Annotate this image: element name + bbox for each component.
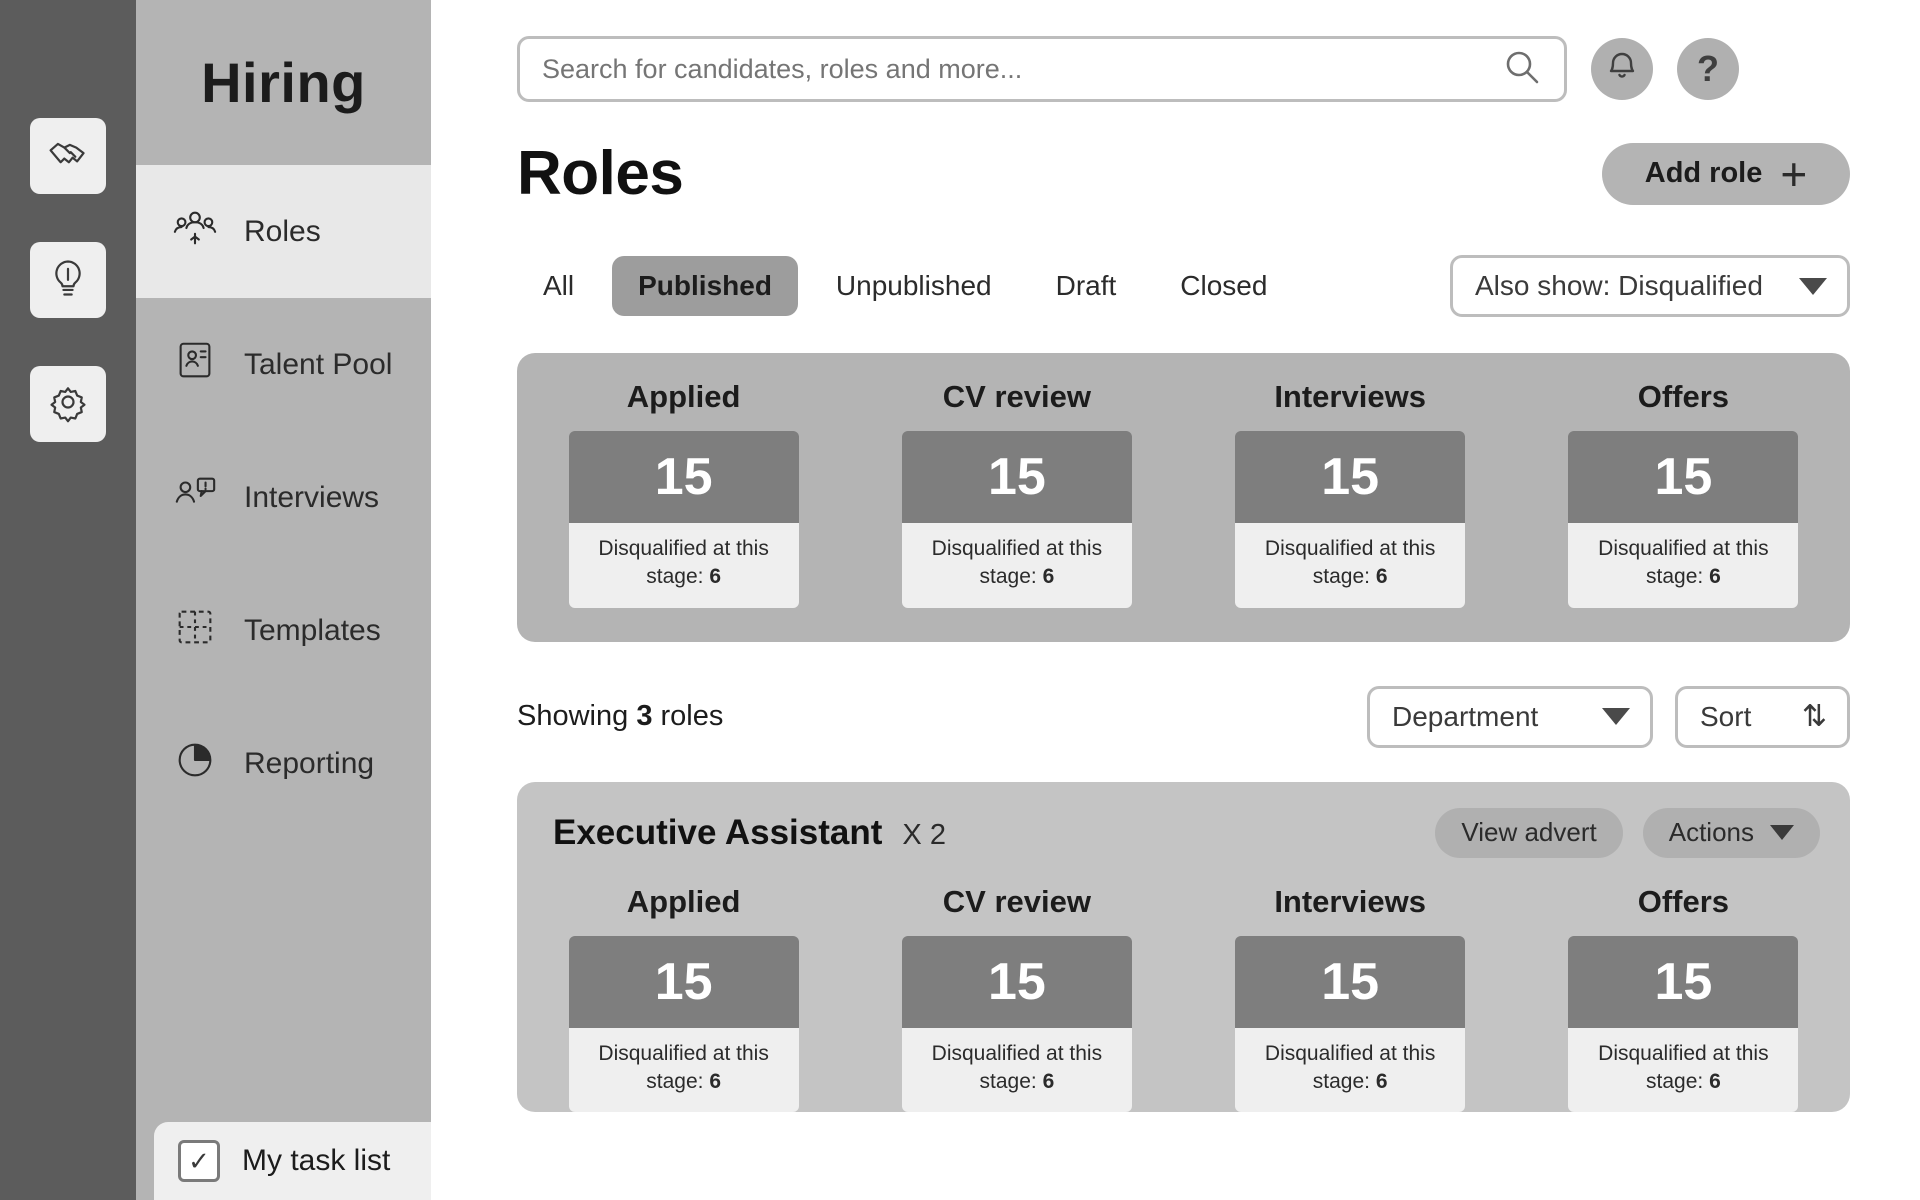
listing-filters xyxy=(1367,686,1850,748)
handshake-icon xyxy=(46,132,90,181)
tab-draft[interactable]: Draft xyxy=(1055,270,1117,301)
stage-disqualified xyxy=(1568,523,1798,608)
sidebar-item-interviews[interactable] xyxy=(136,431,431,564)
sidebar-item-reporting[interactable] xyxy=(136,697,431,830)
summary-stage-offers xyxy=(1568,379,1798,608)
stage-name: CV review xyxy=(942,883,1091,919)
stage-dq-count: 6 xyxy=(709,565,721,589)
add-role-button[interactable] xyxy=(1602,143,1850,205)
role-stage-cv-review xyxy=(902,884,1132,1113)
role-card-actions xyxy=(1435,808,1820,858)
sidebar-item-templates[interactable] xyxy=(136,564,431,697)
role-title-group xyxy=(553,813,946,853)
stage-dq-label: Disqualified at this stage: xyxy=(1264,1041,1436,1094)
department-label: Department xyxy=(1392,700,1539,732)
stage-dq-count: 6 xyxy=(1375,565,1388,589)
page-header xyxy=(431,102,1920,209)
contact-card-icon xyxy=(172,338,218,392)
stage-dq-label: Disqualified at this stage: xyxy=(598,1041,769,1094)
stage-dq-label: Disqualified at this stage: xyxy=(1264,537,1436,589)
also-show-select[interactable] xyxy=(1450,255,1850,317)
stage-dq-label: Disqualified at this stage: xyxy=(1598,537,1769,589)
showing-suffix: roles xyxy=(660,700,724,733)
gear-icon xyxy=(46,380,90,429)
lightbulb-icon xyxy=(46,256,90,305)
stage-disqualified xyxy=(569,1028,799,1113)
stage-dq-label: Disqualified at this stage: xyxy=(931,1041,1103,1094)
stage-dq-label: Disqualified at this stage: xyxy=(1598,1041,1769,1094)
help-button[interactable] xyxy=(1677,38,1739,100)
summary-panel xyxy=(517,353,1850,642)
role-stage-interviews xyxy=(1235,884,1465,1113)
filter-bar xyxy=(431,209,1920,317)
also-show-label: Also show: Disqualified xyxy=(1475,270,1763,301)
search-icon[interactable] xyxy=(1502,47,1542,92)
plus-icon: + xyxy=(1780,147,1808,200)
chevron-down-icon xyxy=(1799,278,1827,295)
dashed-square-icon xyxy=(172,604,218,658)
tab-published[interactable]: Published xyxy=(612,256,798,316)
stage-disqualified xyxy=(902,1028,1132,1113)
search-input[interactable] xyxy=(542,54,1502,85)
stage-dq-count: 6 xyxy=(1042,565,1055,589)
stage-name: Offers xyxy=(1637,883,1730,919)
role-stage-row xyxy=(517,884,1850,1113)
stage-name: Offers xyxy=(1637,379,1730,414)
notifications-button[interactable] xyxy=(1591,38,1653,100)
listing-controls xyxy=(431,642,1920,748)
rail-item-ideas[interactable] xyxy=(30,242,106,318)
stage-dq-count: 6 xyxy=(1375,1070,1388,1094)
role-card xyxy=(517,782,1850,1113)
icon-rail xyxy=(0,0,136,1200)
role-card-header xyxy=(517,808,1850,858)
view-advert-label: View advert xyxy=(1461,817,1597,848)
sidebar-item-label: Roles xyxy=(244,214,321,248)
stage-disqualified xyxy=(1235,1028,1465,1113)
summary-stage-row xyxy=(517,379,1850,608)
view-advert-button[interactable] xyxy=(1435,808,1622,858)
sidebar-item-talent-pool[interactable] xyxy=(136,298,431,431)
stage-count[interactable]: 15 xyxy=(1568,431,1798,523)
stage-count[interactable]: 15 xyxy=(1235,936,1465,1028)
stage-name: Applied xyxy=(626,883,741,919)
stage-count[interactable]: 15 xyxy=(1235,431,1465,523)
interview-people-icon xyxy=(172,471,218,525)
chevron-down-icon xyxy=(1770,825,1794,840)
stage-name: Interviews xyxy=(1274,379,1426,414)
add-role-label: Add role xyxy=(1644,157,1763,189)
sidebar xyxy=(136,0,431,1200)
rail-item-settings[interactable] xyxy=(30,366,106,442)
bell-icon xyxy=(1605,50,1639,89)
task-list-label: My task list xyxy=(242,1144,391,1177)
role-title: Executive Assistant xyxy=(553,812,883,852)
people-group-icon xyxy=(172,205,218,259)
stage-dq-count: 6 xyxy=(1709,565,1721,589)
summary-stage-cv-review xyxy=(902,379,1132,608)
tab-closed[interactable]: Closed xyxy=(1180,270,1268,301)
stage-count[interactable]: 15 xyxy=(1568,936,1798,1028)
search-box[interactable] xyxy=(517,36,1567,102)
sort-arrows-icon: ⇅ xyxy=(1801,700,1827,734)
sidebar-item-label: Interviews xyxy=(244,480,380,514)
stage-dq-count: 6 xyxy=(1709,1070,1721,1094)
sidebar-item-label: Templates xyxy=(244,613,381,647)
summary-stage-applied xyxy=(569,379,799,608)
stage-disqualified xyxy=(1235,523,1465,608)
sidebar-item-label: Reporting xyxy=(244,746,375,780)
chevron-down-icon xyxy=(1602,708,1630,725)
check-icon: ✓ xyxy=(178,1140,220,1182)
stage-count[interactable]: 15 xyxy=(569,431,799,523)
top-bar xyxy=(431,0,1920,102)
stage-dq-label: Disqualified at this stage: xyxy=(598,537,769,589)
showing-count: 3 xyxy=(636,700,653,733)
summary-stage-interviews xyxy=(1235,379,1465,608)
sort-label: Sort xyxy=(1700,700,1752,732)
stage-count[interactable]: 15 xyxy=(902,431,1132,523)
department-select[interactable] xyxy=(1367,686,1653,748)
stage-dq-count: 6 xyxy=(1042,1070,1055,1094)
role-multiplier: X 2 xyxy=(902,818,946,851)
stage-disqualified xyxy=(569,523,799,608)
status-tabs xyxy=(517,256,1293,316)
brand-title: Hiring xyxy=(201,51,366,114)
pie-chart-icon xyxy=(172,737,218,791)
main-content xyxy=(431,0,1920,1200)
sidebar-item-label: Talent Pool xyxy=(244,347,393,381)
sort-select[interactable] xyxy=(1675,686,1850,748)
role-stage-applied xyxy=(569,884,799,1113)
stage-count[interactable]: 15 xyxy=(902,936,1132,1028)
sidebar-item-roles[interactable] xyxy=(136,165,431,298)
rail-item-handshake[interactable] xyxy=(30,118,106,194)
page-title: Roles xyxy=(517,139,684,208)
stage-name: Interviews xyxy=(1274,883,1426,919)
tab-all[interactable]: All xyxy=(543,270,575,301)
stage-dq-count: 6 xyxy=(709,1070,721,1094)
role-stage-offers xyxy=(1568,884,1798,1113)
showing-count-text xyxy=(517,700,723,733)
showing-prefix: Showing xyxy=(517,700,629,733)
stage-disqualified xyxy=(1568,1028,1798,1113)
stage-count[interactable]: 15 xyxy=(569,936,799,1028)
tab-unpublished[interactable]: Unpublished xyxy=(835,270,992,301)
question-mark-icon: ? xyxy=(1697,48,1719,89)
stage-disqualified xyxy=(902,523,1132,608)
stage-name: Applied xyxy=(626,379,741,414)
stage-dq-label: Disqualified at this stage: xyxy=(931,537,1103,589)
actions-dropdown[interactable] xyxy=(1643,808,1820,858)
actions-label: Actions xyxy=(1668,817,1754,848)
stage-name: CV review xyxy=(942,379,1091,414)
